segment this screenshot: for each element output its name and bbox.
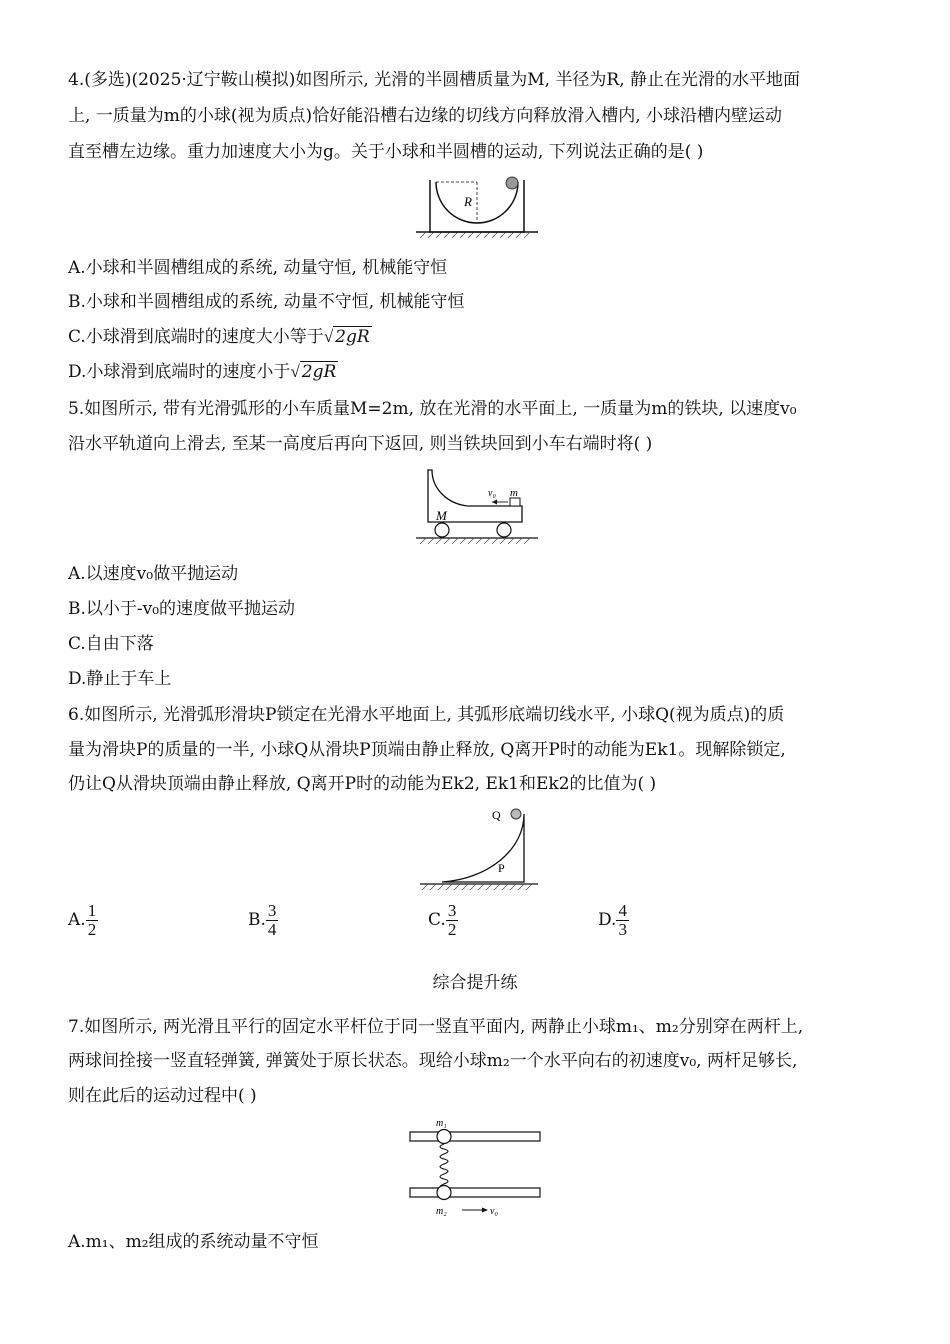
q4-stem-line2: 上, 一质量为m的小球(视为质点)恰好能沿槽右边缘的切线方向释放滑入槽内, 小球沿槽内壁运动 [68, 106, 782, 126]
q6-stem-line3: 仍让Q从滑块顶端由静止释放, Q离开P时的动能为Ek2, Ek1和Ek2的比值为( ) [68, 774, 657, 794]
option-label: B. [248, 910, 266, 930]
q4-option-c-radical: 2gR [335, 327, 370, 347]
q4-figure-half-cylinder-groove [412, 174, 542, 240]
q6-fig-Q-label: Q [492, 808, 501, 822]
q5-option-c: C.自由下落 [68, 634, 154, 654]
q7-stem-line3: 则在此后的运动过程中( ) [68, 1086, 257, 1106]
q6-option-b [248, 902, 278, 939]
q6-option-a [68, 902, 98, 939]
q5-option-b: B.以小于-v₀的速度做平抛运动 [68, 599, 296, 619]
q4-option-b: B.小球和半圆槽组成的系统, 动量不守恒, 机械能守恒 [68, 292, 465, 312]
q5-fig-M-label: M [436, 508, 447, 523]
q7-figure-rods-spring [404, 1114, 544, 1220]
q6-fig-P-label: P [498, 861, 505, 875]
q4-stem-line1: 4.(多选)(2025·辽宁鞍山模拟)如图所示, 光滑的半圆槽质量为M, 半径为R, 静止在光滑的水平地面 [68, 70, 801, 90]
option-label: D. [598, 910, 617, 930]
q4-option-a: A.小球和半圆槽组成的系统, 动量守恒, 机械能守恒 [68, 258, 448, 278]
denominator: 2 [447, 920, 457, 939]
q4-option-d [68, 360, 338, 384]
q5-fig-m-label: m [510, 487, 518, 499]
fraction [446, 902, 459, 939]
fraction [616, 902, 629, 939]
denominator: 2 [87, 920, 97, 939]
option-label: C. [428, 910, 446, 930]
q4-option-d-radical: 2gR [301, 362, 337, 382]
q6-stem-line2: 量为滑块P的质量的一半, 小球Q从滑块P顶端由静止释放, Q离开P时的动能为Ek1。现解除锁定, [68, 740, 786, 760]
q7-fig-m1-label: m₁ [436, 1118, 447, 1129]
q4-option-c [68, 325, 372, 349]
q5-option-a: A.以速度v₀做平抛运动 [68, 564, 239, 584]
q7-fig-m2-label: m₂ [436, 1206, 447, 1217]
q7-option-a: A.m₁、m₂组成的系统动量不守恒 [68, 1232, 319, 1252]
fraction [86, 902, 99, 939]
q7-fig-v0-label: v₀ [490, 1206, 498, 1217]
q6-option-c [428, 902, 458, 939]
option-label: A. [68, 910, 86, 930]
q7-stem-line2: 两球间拴接一竖直轻弹簧, 弹簧处于原长状态。现给小球m₂一个水平向右的初速度v₀, 两杆足够长, [68, 1051, 798, 1071]
q4-option-d-text: D.小球滑到底端时的速度小于 [68, 362, 291, 382]
q4-stem-line3: 直至槽左边缘。重力加速度大小为g。关于小球和半圆槽的运动, 下列说法正确的是( ) [68, 142, 704, 162]
q6-stem-line1: 6.如图所示, 光滑弧形滑块P锁定在光滑水平地面上, 其弧形底端切线水平, 小球Q(视为质点)的质 [68, 705, 785, 725]
q4-fig-radius-label: R [464, 194, 472, 209]
sqrt-symbol: √ [290, 362, 300, 381]
q6-option-d [598, 902, 629, 939]
q7-stem-line1: 7.如图所示, 两光滑且平行的固定水平杆位于同一竖直平面内, 两静止小球m₁、m₂分别穿在两杆上, [68, 1017, 804, 1037]
q5-stem-line1: 5.如图所示, 带有光滑弧形的小车质量M=2m, 放在光滑的水平面上, 一质量为m的铁块, 以速度v₀ [68, 399, 797, 419]
numerator: 1 [87, 901, 97, 920]
numerator: 4 [618, 901, 627, 920]
q6-figure-arc-slider [412, 804, 542, 890]
denominator: 4 [267, 920, 277, 939]
denominator: 3 [618, 920, 627, 939]
numerator: 3 [267, 901, 277, 920]
numerator: 3 [447, 901, 457, 920]
q5-stem-line2: 沿水平轨道向上滑去, 至某一高度后再向下返回, 则当铁块回到小车右端时将( ) [68, 434, 653, 454]
q5-figure-cart-with-arc [412, 466, 542, 548]
section-title: 综合提升练 [432, 973, 518, 993]
q5-fig-v0-label: v₀ [488, 488, 496, 499]
fraction [266, 902, 279, 939]
sqrt-symbol: √ [323, 327, 334, 346]
q5-option-d: D.静止于车上 [68, 669, 172, 689]
q4-option-c-text: C.小球滑到底端时的速度大小等于 [68, 327, 324, 347]
